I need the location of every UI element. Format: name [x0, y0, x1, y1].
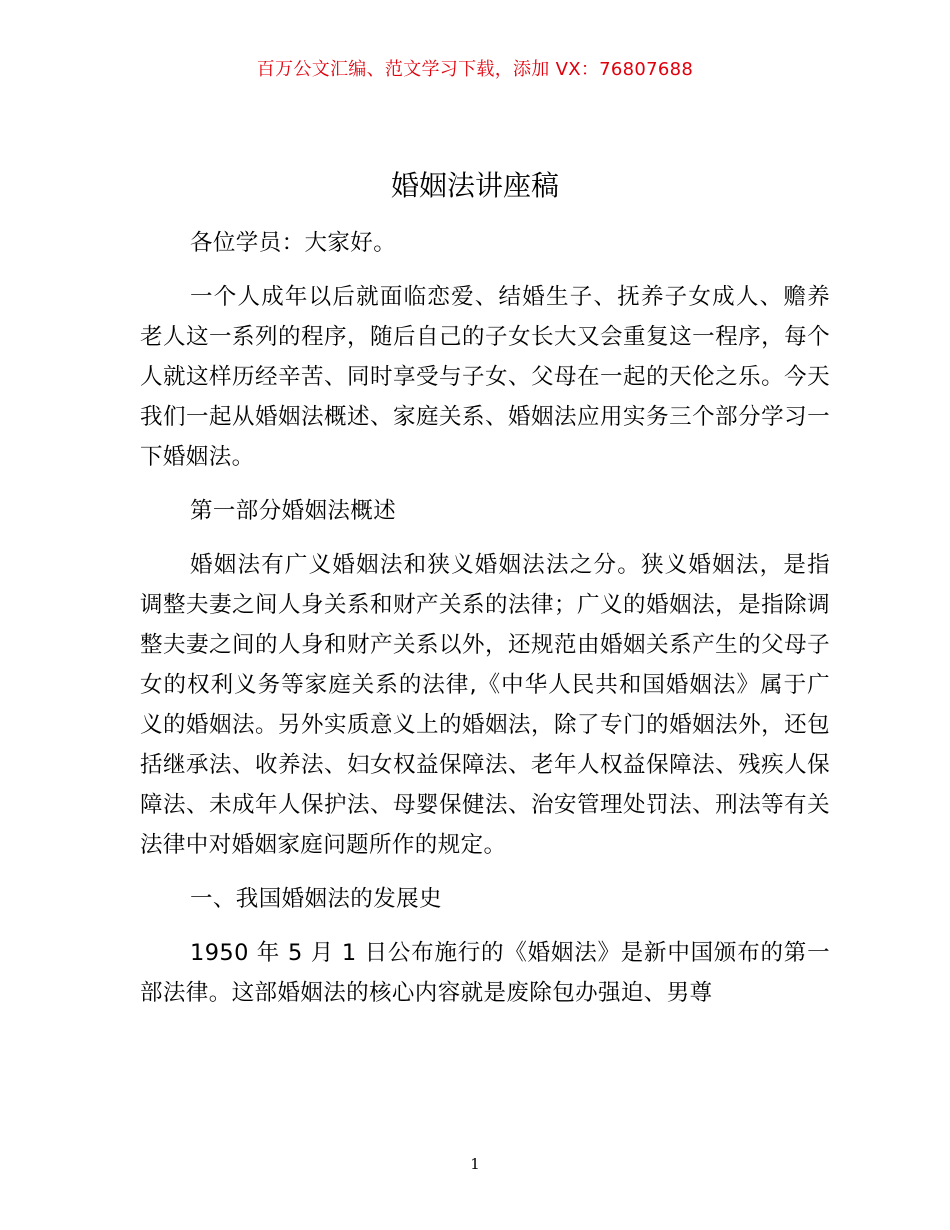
document-title: 婚姻法讲座稿 [390, 169, 559, 202]
paragraph-greeting: 各位学员：大家好。 [190, 230, 397, 256]
header-note: 百万公文汇编、范文学习下载，添加 VX：76807688 [256, 59, 694, 80]
section-heading: 第一部分婚姻法概述 [190, 498, 397, 524]
subsection-heading: 一、我国婚姻法的发展史 [190, 886, 442, 912]
paragraph-intro: 一个人成年以后就面临恋爱、结婚生子、抚养子女成人、赡养老人这一系列的程序，随后自己的子女长大又会重复这一程序，每个人就这样历经辛苦、同时享受与子女、父母在一起的天伦之乐。今天我们一起从婚姻法概述、家庭关系、婚姻法应用实务三个部分学习一下婚姻法。 [140, 284, 830, 470]
document-body [140, 223, 830, 1027]
paragraph-overview: 婚姻法有广义婚姻法和狭义婚姻法法之分。狭义婚姻法，是指调整夫妻之间人身关系和财产关系的法律；广义的婚姻法，是指除调整夫妻之间的人身和财产关系以外，还规范由婚姻关系产生的父母子女的权利义务等家庭关系的法律,《中华人民共和国婚姻法》属于广义的婚姻法。另外实质意义上的婚姻法，除了专门的婚姻法外，还包括继承法、收养法、妇女权益保障法、老年人权益保障法、残疾人保障法、未成年人保护法、母婴保健法、治安管理处罚法、刑法等有关法律中对婚姻家庭问题所作的规定。 [140, 552, 830, 858]
paragraph-history: 1950 年 5 月 1 日公布施行的《婚姻法》是新中国颁布的第一部法律。这部婚姻法的核心内容就是废除包办强迫、男尊 [140, 940, 830, 1006]
page-number: 1 [470, 1155, 480, 1173]
